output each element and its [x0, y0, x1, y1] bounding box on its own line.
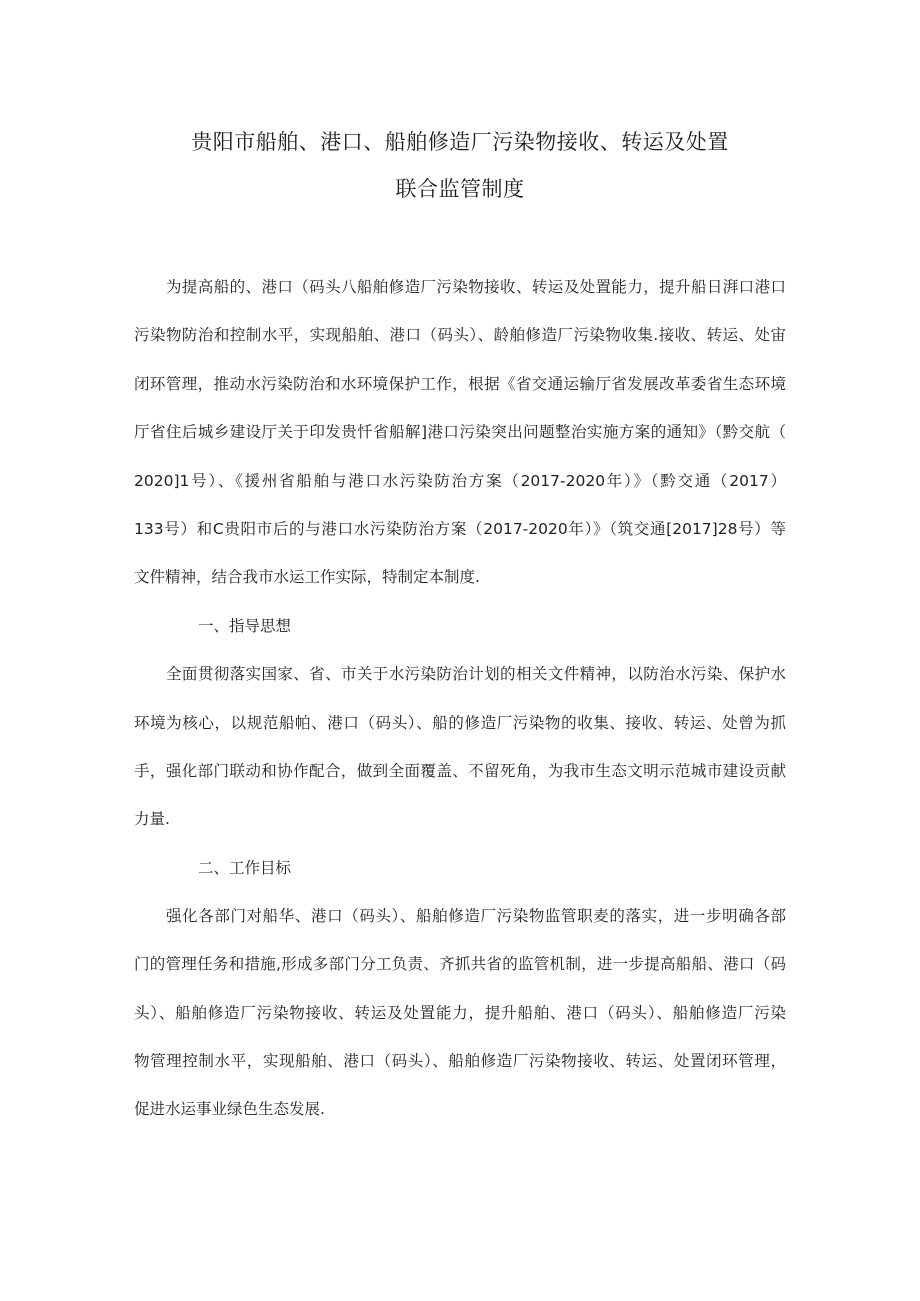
section-2-line-2: 门的管理任务和措施,形成多部门分工负责、齐抓共省的监管机制，进一步提高船船、港口（码 [134, 955, 786, 973]
intro-line-5: 2020]1号）、《援州省船舶与港口水污染防治方案（2017-2020年）》（黔交通（2017） [134, 472, 786, 490]
section-1-line-2: 环境为核心，以规范船帕、港口（码头）、船的修造厂污染物的收集、接收、转运、处曾为抓 [134, 714, 786, 732]
section-1-line-3: 手，强化部门联动和协作配合，做到全面覆盖、不留死角，为我市生态文明示范城市建设贡献 [134, 762, 786, 780]
intro-line-2: 污染物防治和控制水平，实现船舶、港口（码头）、龄舶修造厂污染物收集.接收、转运、处宙 [134, 326, 786, 344]
section-1-line-1: 全面贯彻落实国家、省、市关于水污染防治计划的相关文件精神，以防治水污染、保护水 [166, 665, 786, 683]
intro-line-6: 133号）和C贵阳市后的与港口水污染防治方案（2017-2020年）》（筑交通[2017]28号）等 [134, 520, 786, 538]
section-2-line-4: 物管理控制水平，实现船舶、港口（码头）、船舶修造厂污染物接收、转运、处置闭环管理， [134, 1052, 786, 1070]
section-1-heading: 一、指导思想 [198, 617, 292, 635]
section-2-heading: 二、工作目标 [198, 859, 292, 877]
section-2-line-1: 强化各部门对船华、港口（码头）、船舶修造厂污染物监管职麦的落实，进一步明确各部 [166, 907, 786, 925]
intro-line-4: 厅省住后城乡建设厅关于印发贵忏省船解]港口污染突出问题整治实施方案的通知》（黔交航（ [134, 423, 786, 441]
section-1-line-4: 力量. [134, 810, 170, 828]
section-2-line-3: 头）、船舶修造厂污染物接收、转运及处置能力，提升船舶、港口（码头）、船舶修造厂污染 [134, 1004, 786, 1022]
intro-line-1: 为提高船的、港口（码头八船舶修造厂污染物接收、转运及处置能力，提升船日湃口港口 [166, 278, 786, 296]
section-2-line-5: 促进水运事业绿色生态发展. [134, 1100, 325, 1118]
document-title-line-1: 贵阳市船舶、港口、船舶修造厂污染物接收、转运及处置 [191, 130, 729, 154]
intro-line-3: 闭环管理，推动水污染防治和水环境保护工作，根据《省交通运输厅省发展改革委省生态环境 [134, 375, 786, 393]
intro-line-7: 文件精神，结合我市水运工作实际，特制定本制度. [134, 568, 480, 586]
document-title-line-2: 联合监管制度 [395, 177, 525, 201]
